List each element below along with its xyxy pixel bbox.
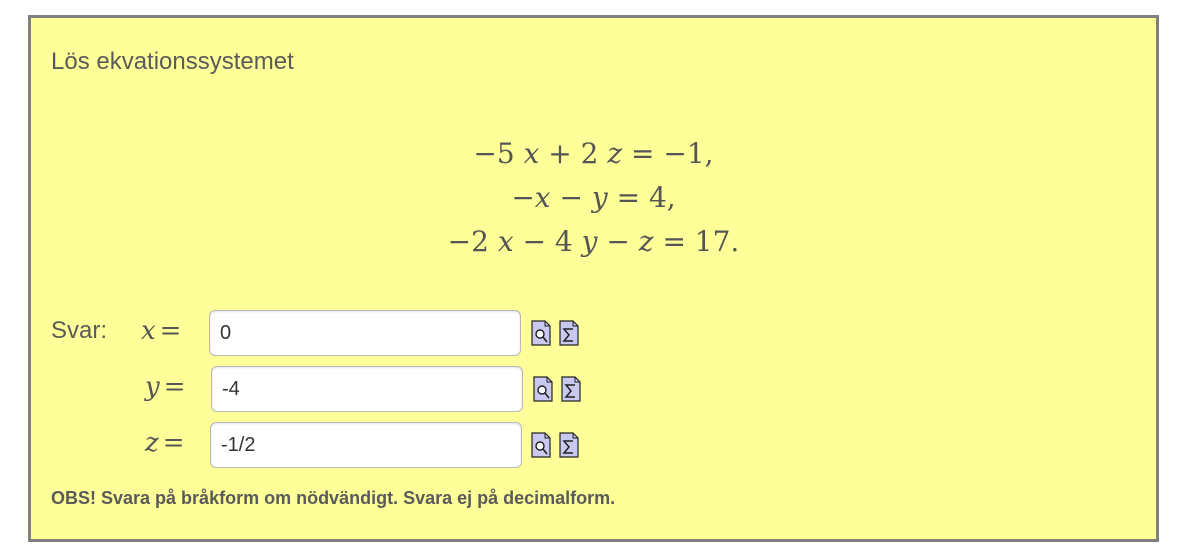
question-prompt: Lös ekvationssystemet (51, 48, 294, 75)
answer-input-x[interactable] (209, 310, 521, 356)
variable-label-x: x = (141, 316, 182, 346)
equation-system (31, 132, 1156, 264)
preview-icon[interactable] (531, 432, 551, 458)
answer-input-y[interactable] (211, 366, 523, 412)
question-panel (28, 15, 1159, 542)
formula-sigma-icon[interactable] (561, 376, 581, 402)
equation-3: −2 x − 4 y − z = 17. (447, 225, 740, 258)
variable-label-y: y = (145, 372, 186, 402)
preview-icon[interactable] (533, 376, 553, 402)
formula-sigma-icon[interactable] (559, 432, 579, 458)
answer-input-z[interactable] (210, 422, 522, 468)
variable-label-z: z = (145, 428, 185, 458)
answer-label: Svar: (51, 317, 108, 344)
equation-1: −5 x + 2 z = −1, (473, 137, 714, 170)
formula-sigma-icon[interactable] (559, 320, 579, 346)
instruction-note: OBS! Svara på bråkform om nödvändigt. Svara ej på decimalform. (51, 488, 616, 508)
equation-2: −x − y = 4, (511, 181, 676, 214)
preview-icon[interactable] (531, 320, 551, 346)
